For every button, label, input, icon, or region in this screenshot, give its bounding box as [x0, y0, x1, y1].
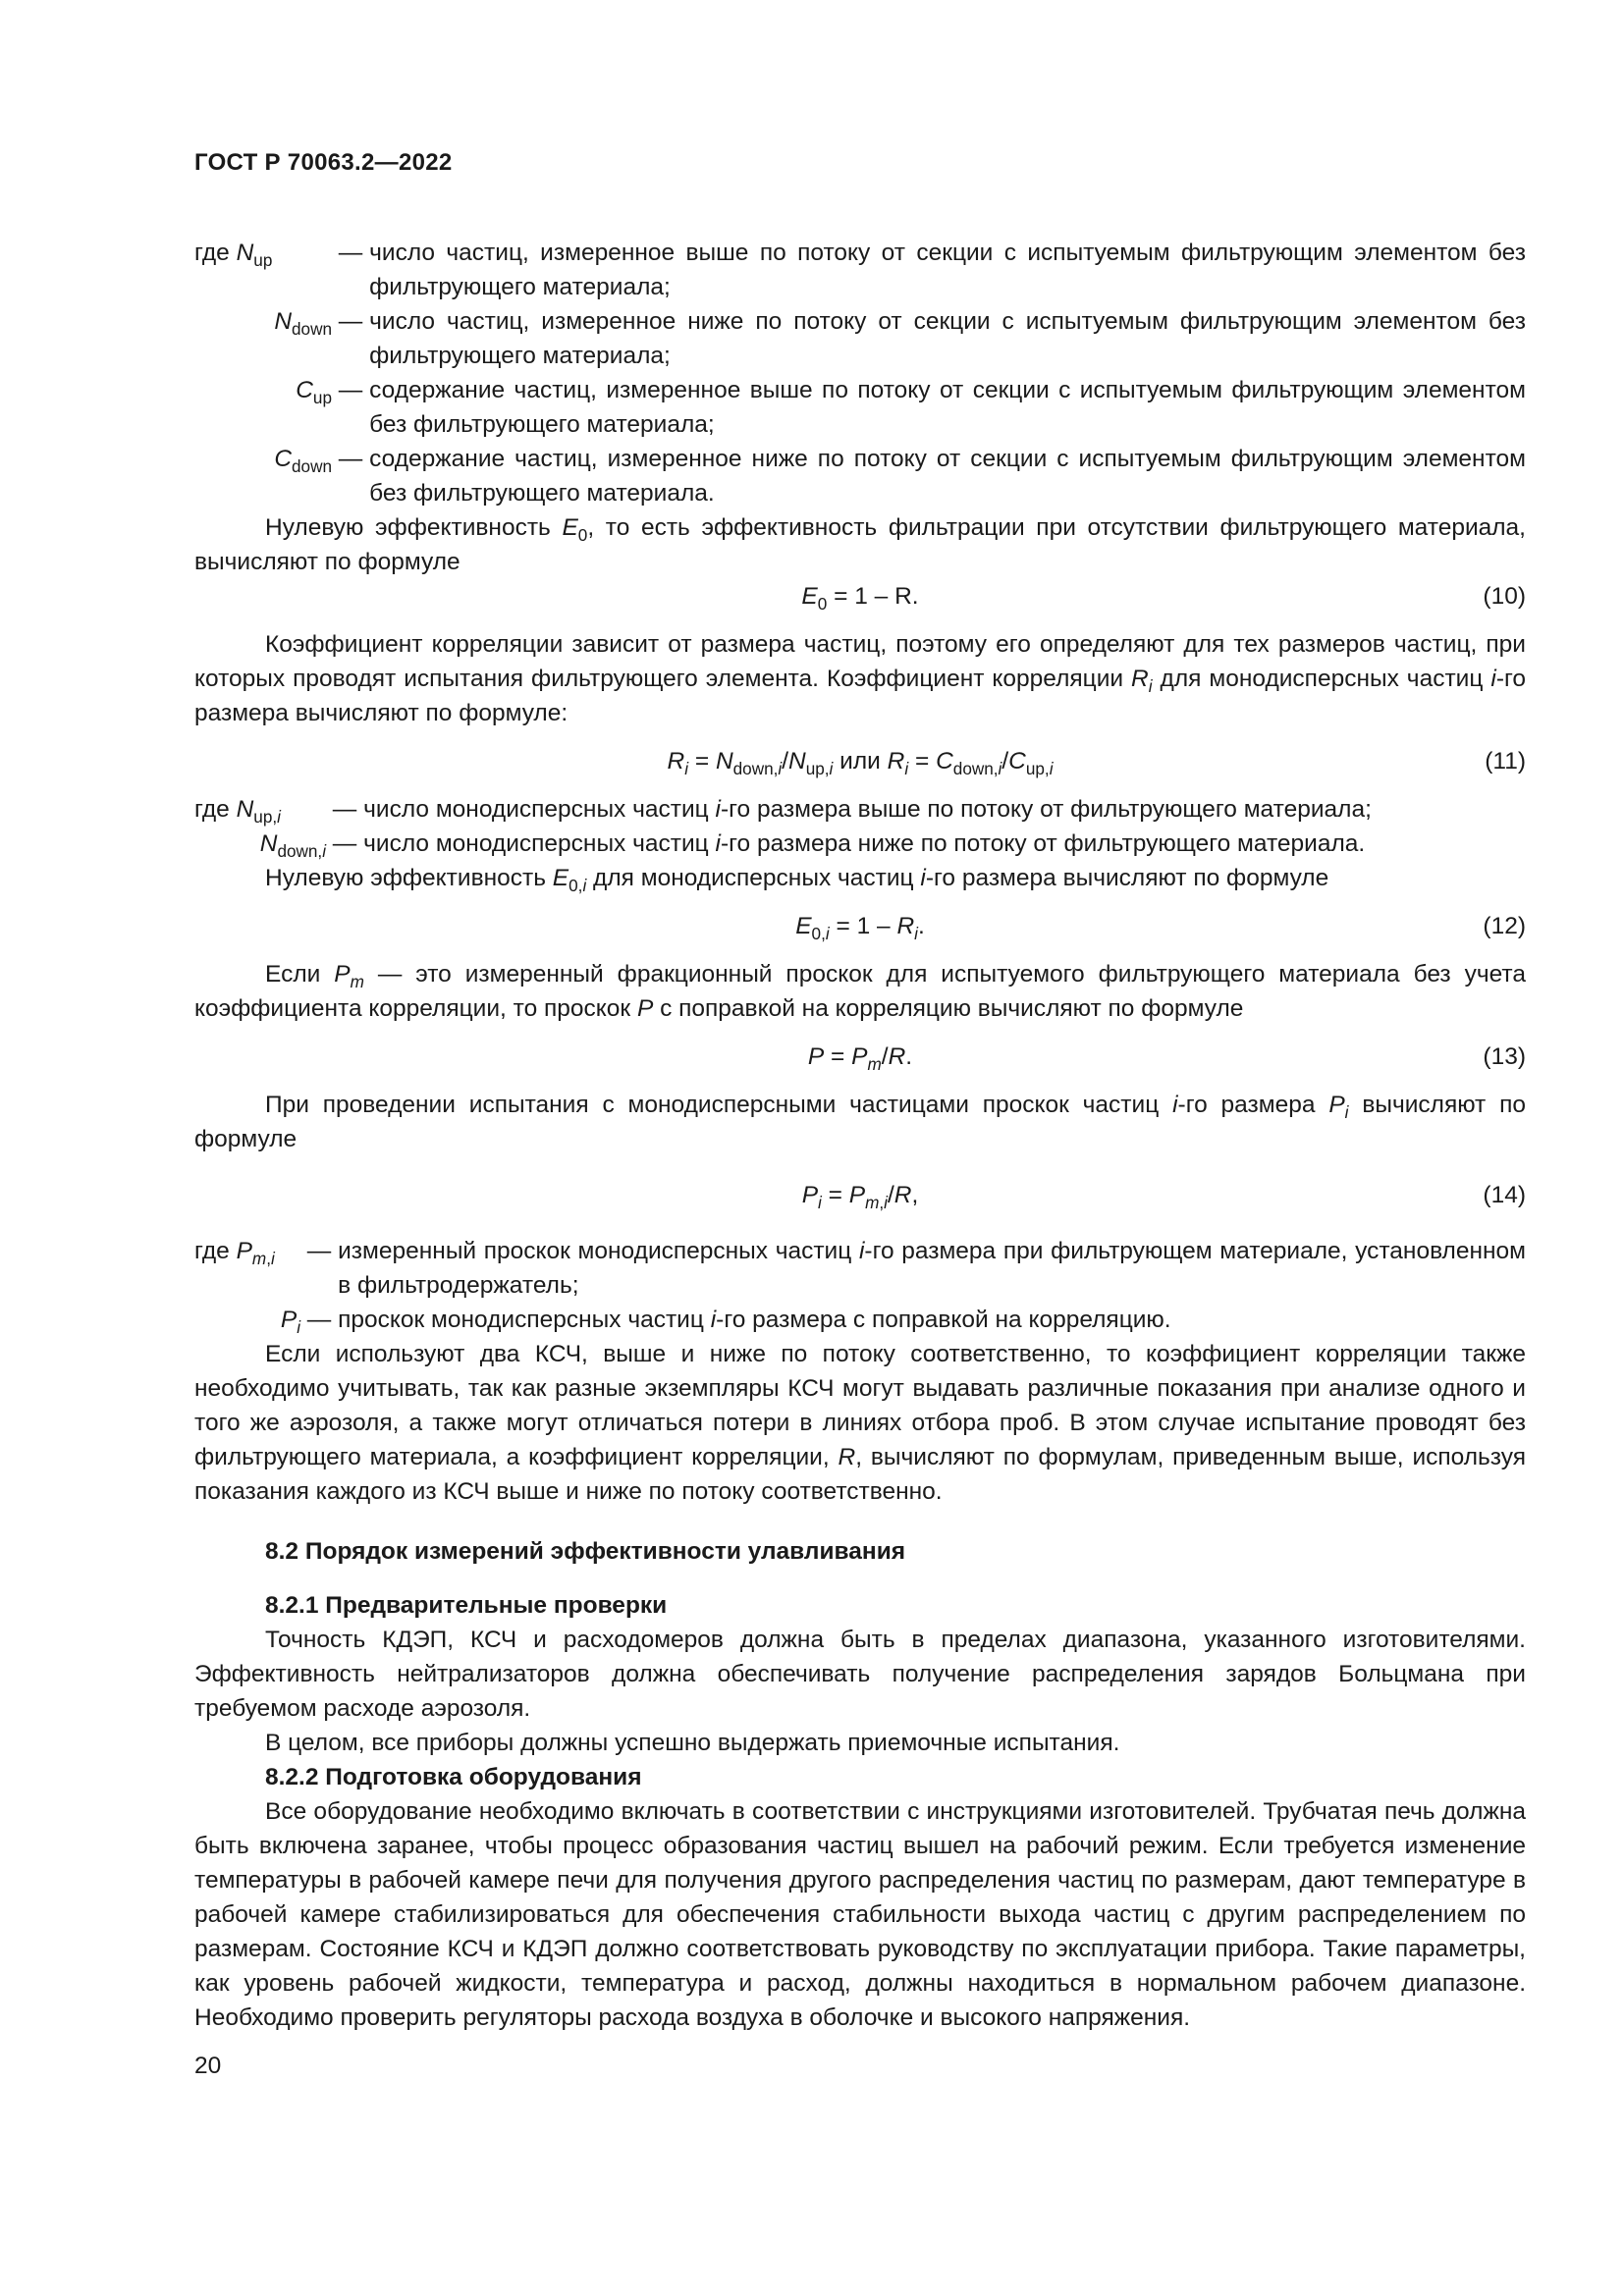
document-code-header: ГОСТ Р 70063.2—2022	[194, 149, 453, 176]
formula-number: (13)	[1483, 1043, 1526, 1070]
definition-n-up: где $N_{up}$ — число частиц, измеренное выше по потоку от секции с испытуемым фильтрующим элементом без фильтрующего материала;	[194, 236, 1526, 304]
formula-number: (12)	[1483, 913, 1526, 939]
definition-p-i: $P_i$ — проскок монодисперсных частиц i-го размера с поправкой на корреляцию.	[194, 1303, 1526, 1337]
definition-text: число монодисперсных частиц i-го размера ниже по потоку от фильтрующего материала.	[363, 830, 1366, 857]
definition-text: число частиц, измеренное выше по потоку от секции с испытуемым фильтрующим элементом без фильтрующего материала;	[369, 240, 1526, 300]
paragraph-equipment-preparation: Все оборудование необходимо включать в соответствии с инструкциями изготовителей. Трубчатая печь должна быть включена заранее, чтобы процесс образования частиц вышел на рабочий режим. Если требуется изменение температуры в рабочей камере печи для получения другого распределения частиц по размерам, дают температуре в рабочей камере стабилизироваться для обеспечения стабильности выхода частиц с другим распределением по размерам. Состояние КСЧ и КДЭП должно соответствовать руководству по эксплуатации прибора. Такие параметры, как уровень рабочей жидкости, температура и расход, должны находиться в нормальном рабочем диапазоне. Необходимо проверить регуляторы расхода воздуха в оболочке и высокого напряжения.	[194, 1798, 1526, 2031]
section-heading-8-2-2: 8.2.2 Подготовка оборудования	[265, 1764, 642, 1790]
section-heading-8-2: 8.2 Порядок измерений эффективности улавливания	[265, 1538, 906, 1565]
where-word: где	[194, 1238, 230, 1264]
formula-number: (11)	[1485, 748, 1526, 774]
definition-text: число частиц, измеренное ниже по потоку от секции с испытуемым фильтрующим элементом без фильтрующего материала;	[369, 308, 1526, 369]
definition-text: содержание частиц, измеренное ниже по потоку от секции с испытуемым фильтрующим элементом без фильтрующего материала.	[369, 446, 1526, 507]
where-word: где	[194, 796, 230, 823]
paragraph-correlation: Коэффициент корреляции зависит от размера частиц, поэтому его определяют для тех размеров частиц, при которых проводят испытания фильтрующего элемента. Коэффициент корреляции $R_i$ для монодисперсных частиц i-го размера вычисляют по формуле:	[194, 631, 1526, 726]
definition-n-down-i: $N_{down,i}$ — число монодисперсных частиц i-го размера ниже по потоку от фильтрующего материала.	[194, 827, 1526, 861]
definition-c-down: $C_{down}$ — содержание частиц, измеренное ниже по потоку от секции с испытуемым фильтрующим элементом без фильтрующего материала.	[194, 442, 1526, 510]
definition-text: измеренный проскок монодисперсных частиц i-го размера при фильтрующем материале, установленном в фильтродержатель;	[338, 1238, 1526, 1299]
page-content	[194, 236, 1526, 2035]
formula-13: $P = P_m/R$. (13)	[194, 1040, 1526, 1074]
paragraph-penetration-pm: Если $P_m$ — это измеренный фракционный проскок для испытуемого фильтрующего материала без учета коэффициента корреляции, то проскок P с поправкой на корреляцию вычисляют по формуле	[194, 961, 1527, 1022]
formula-number: (14)	[1483, 1182, 1526, 1208]
paragraph-zero-efficiency-i: Нулевую эффективность $E_{0,i}$ для монодисперсных частиц i-го размера вычисляют по формуле	[265, 865, 1329, 895]
where-word: где	[194, 240, 230, 266]
formula-number: (10)	[1483, 583, 1526, 610]
paragraph-monodisperse: При проведении испытания с монодисперсными частицами проскок частиц i-го размера $P_i$ вычисляют по формуле	[194, 1092, 1526, 1152]
definition-n-up-i: где $N_{up,i}$ — число монодисперсных частиц i-го размера выше по потоку от фильтрующего материала;	[194, 792, 1526, 827]
definition-c-up: $C_{up}$ — содержание частиц, измеренное выше по потоку от секции с испытуемым фильтрующим элементом без фильтрующего материала;	[194, 373, 1526, 442]
formula-12: $E_{0,i} = 1 - R_i$. (12)	[194, 909, 1526, 943]
paragraph-zero-efficiency: Нулевую эффективность $E_0$, то есть эффективность фильтрации при отсутствии фильтрующего материала, вычисляют по формуле	[194, 514, 1526, 575]
paragraph-two-counters: Если используют два КСЧ, выше и ниже по потоку соответственно, то коэффициент корреляции также необходимо учитывать, так как разные экземпляры КСЧ могут выдавать различные показания при анализе одного и того же аэрозоля, а также могут отличаться потери в линиях отбора проб. В этом случае испытание проводят без фильтрующего материала, а коэффициент корреляции, R, вычисляют по формулам, приведенным выше, используя показания каждого из КСЧ выше и ниже по потоку соответственно.	[194, 1341, 1527, 1505]
definition-text: содержание частиц, измеренное выше по потоку от секции с испытуемым фильтрующим элементом без фильтрующего материала;	[369, 377, 1526, 438]
definition-text: число монодисперсных частиц i-го размера выше по потоку от фильтрующего материала;	[363, 796, 1372, 823]
formula-10: $E_0 = 1 - R$. (10)	[194, 579, 1526, 614]
formula-11: $R_i = N_{down,i}/N_{up,i}$ или $R_i = C_{down,i}/C_{up,i}$ (11)	[194, 744, 1526, 778]
paragraph-acceptance-tests: В целом, все приборы должны успешно выдержать приемочные испытания.	[265, 1730, 1120, 1756]
page-number: 20	[194, 2053, 222, 2079]
definition-n-down: $N_{down}$ — число частиц, измеренное ниже по потоку от секции с испытуемым фильтрующим элементом без фильтрующего материала;	[194, 304, 1526, 373]
document-page	[194, 0, 1526, 2296]
paragraph-preliminary-checks: Точность КДЭП, КСЧ и расходомеров должна быть в пределах диапазона, указанного изготовителями. Эффективность нейтрализаторов должна обеспечивать получение распределения зарядов Больцмана при требуемом расходе аэрозоля.	[194, 1627, 1526, 1722]
formula-14: $P_i = P_{m,i}/R$, (14)	[194, 1178, 1526, 1212]
definition-p-m-i: где $P_{m,i}$ — измеренный проскок монодисперсных частиц i-го размера при фильтрующем материале, установленном в фильтродержатель;	[194, 1234, 1526, 1303]
section-heading-8-2-1: 8.2.1 Предварительные проверки	[265, 1592, 668, 1619]
definition-text: проскок монодисперсных частиц i-го размера с поправкой на корреляцию.	[338, 1307, 1171, 1333]
